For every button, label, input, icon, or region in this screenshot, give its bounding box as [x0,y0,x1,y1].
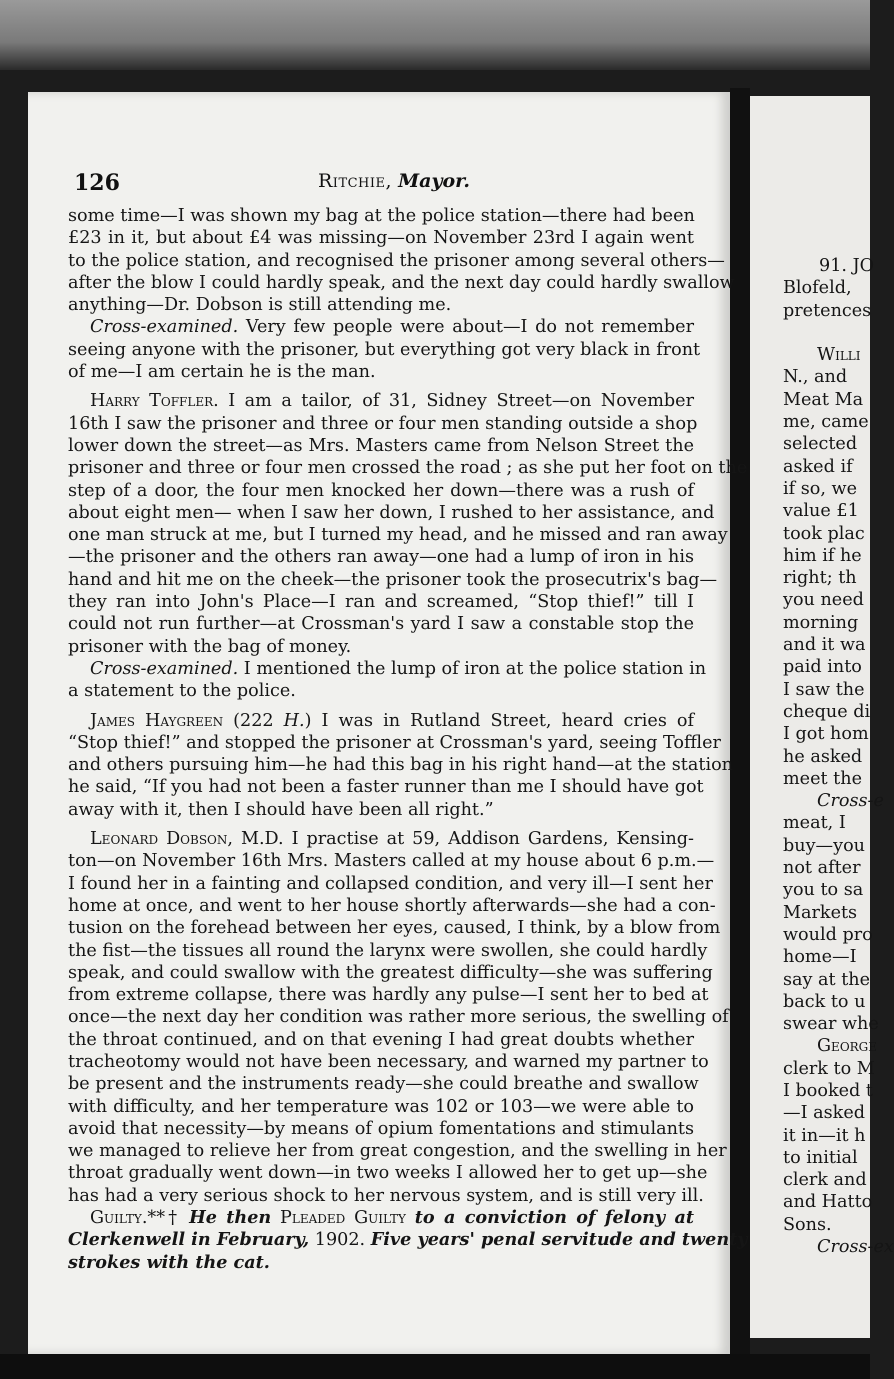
text-run: once—the next day her condition was rather more serious, the swelling of [68,1007,729,1028]
text-line [68,1185,704,1207]
text-run: ) I was in Rutland Street, heard cries of [304,710,694,731]
text-run: home at once, and went to her house shortly afterwards—she had a con- [68,895,716,916]
text-run: H. [283,710,305,731]
partial-text-line: if so, we [783,478,858,499]
partial-text-line: buy—you [783,835,865,856]
text-run: M.D. I practise at 59, Addison Gardens, Kensing- [232,829,695,850]
partial-text-line: 91. JO [819,256,875,276]
partial-text-line: George [817,1036,878,1057]
text-line [68,1051,709,1073]
text-run: I found her in a fainting and collapsed condition, and very ill—I sent her [68,873,713,894]
book-edge-top [0,0,870,70]
text-run: about eight men— when I saw her down, I rushed to her assistance, and [68,502,715,523]
partial-text-line: Cross-e [817,791,884,812]
text-line [68,940,708,962]
text-line [68,895,716,917]
text-run: Guilty.**† [90,1208,181,1229]
text-run: we managed to relieve her from great congestion, and the swelling in her [68,1141,727,1162]
text-run: ton—on November 16th Mrs. Masters called at my house about 6 p.m.— [68,851,715,872]
text-run: throat gradually went down—in two weeks I allowed her to get up—she [68,1163,708,1184]
partial-text-line: cheque di [783,701,871,722]
text-line [68,1073,699,1095]
text-line [68,1006,729,1028]
text-line [68,1207,694,1229]
text-line [68,546,694,568]
text-run [406,1208,415,1228]
text-line [68,828,694,850]
text-line [68,710,694,732]
text-line [68,250,725,272]
text-line [68,1118,694,1140]
partial-text-line: it in—it h [783,1125,866,1146]
text-line [68,294,694,316]
partial-text-line: —I asked [783,1103,865,1124]
text-line [68,227,694,249]
text-run: Harry Toffler. [90,391,219,412]
text-run: Leonard Dobson, [90,829,233,850]
text-run: a statement to the police. [68,681,296,702]
text-run: strokes with the cat. [68,1251,270,1273]
partial-text-line: you need [783,590,864,611]
text-run: has had a very serious shock to her nervous system, and is still very ill. [68,1185,704,1206]
text-line [68,636,694,658]
text-run: 16th I saw the prisoner and three or four men standing outside a shop [68,413,698,434]
text-run: Cross-examined. [90,658,239,679]
text-line [68,390,694,412]
page-number: 126 [74,170,120,196]
text-run: one man struck at me, but I turned my head, and he missed and ran away [68,525,728,546]
partial-text-line: Cross-ex [817,1237,894,1258]
partial-text-line [783,322,873,344]
text-run: tracheotomy would not have been necessary, and warned my partner to [68,1051,709,1072]
text-line [68,1029,694,1051]
left-page-text [68,205,748,1274]
partial-text-line: Blofeld, [783,278,852,299]
partial-text-line: Meat Ma [783,389,864,410]
text-line [68,1252,694,1274]
text-line [68,435,694,457]
text-run: they ran into John's Place—I ran and screamed, “Stop thief!” till I [68,592,694,613]
text-run: away with it, then I should have been all right.” [68,799,494,820]
partial-text-line: clerk to M [783,1058,875,1079]
text-run: step of a door, the four men knocked her down—there was a rush of [68,480,694,501]
partial-text-line: he asked [783,746,863,767]
text-run: be present and the instruments ready—she could breathe and swallow [68,1074,699,1095]
text-run: could not run further—at Crossman's yard I saw a constable stop the [68,614,694,635]
text-run: and others pursuing him—he had this bag in his right hand—at the station [68,755,733,776]
text-line [68,205,694,227]
text-run: with difficulty, and her temperature was 102 or 103—we were able to [68,1096,694,1117]
partial-text-line: meat, I [783,813,846,834]
paragraph-gap [68,821,694,828]
text-line [68,413,698,435]
text-line [68,613,694,635]
text-run [180,1208,189,1228]
partial-text-line: meet the [783,768,862,789]
partial-text-line: selected [783,434,858,455]
text-line [68,1162,708,1184]
text-line [68,502,715,524]
text-run: £23 in it, but about £4 was missing—on November 23rd I again went [68,228,694,249]
text-run: to the police station, and recognised the prisoner among several others— [68,250,725,271]
book-edge-bottom [0,1354,870,1379]
text-line [68,480,694,502]
text-run: avoid that necessity—by means of opium fomentations and stimulants [68,1118,694,1139]
text-line [68,524,728,546]
partial-text-line: to initial [783,1147,858,1168]
text-line [68,754,733,776]
text-run: I am a tailor, of 31, Sidney Street—on November [218,391,694,412]
text-line [68,799,694,821]
text-line [68,339,701,361]
text-line [68,591,694,613]
text-run: after the blow I could hardly speak, and the next day could hardly swallow [68,272,735,293]
text-run: Cross-examined. [90,317,239,338]
partial-text-line: right; th [783,568,857,589]
text-run: Pleaded Guilty [280,1208,406,1229]
text-run: James Haygreen [90,710,224,731]
text-line [68,361,694,383]
partial-text-line: home—I [783,947,857,968]
paragraph-gap [68,383,694,390]
partial-text-line: I booked t [783,1080,873,1101]
partial-text-line: back to u [783,991,866,1012]
text-run: “Stop thief!” and stopped the prisoner at Crossman's yard, seeing Toffler [68,732,721,753]
text-run: to a conviction of felony at [414,1207,695,1229]
text-line [68,680,694,702]
partial-text-line: morning [783,612,859,633]
text-run: seeing anyone with the prisoner, but everything got very black in front [68,339,701,360]
partial-text-line: paid into [783,657,862,678]
text-line [68,1140,727,1162]
partial-text-line: pretences [783,300,872,321]
partial-text-line: and Hatto [783,1192,873,1213]
text-run: hand and hit me on the cheek—the prisoner took the prosecutrix's bag— [68,569,718,590]
text-line [68,569,718,591]
text-line [68,316,694,338]
text-run: the throat continued, and on that evening I had great doubts whether [68,1029,694,1050]
running-head-name: Ritchie, [318,170,393,192]
text-line [68,732,721,754]
partial-text-line: say at the [783,969,871,990]
text-run: prisoner and three or four men crossed the road ; as she put her foot on the [68,458,748,479]
partial-text-line: N., and [783,367,848,388]
partial-text-line: not after [783,858,861,879]
text-run: of me—I am certain he is the man. [68,362,376,383]
text-run: speak, and could swallow with the greatest difficulty—she was suffering [68,962,713,983]
text-run: tusion on the forehead between her eyes, caused, I think, by a blow from [68,918,721,939]
text-run: the fist—the tissues all round the larynx were swollen, she could hardly [68,940,708,961]
partial-text-line: Markets [783,902,858,923]
running-head [318,170,470,192]
text-line [68,272,735,294]
text-run: I mentioned the lump of iron at the police station in [238,658,707,679]
text-run: lower down the street—as Mrs. Masters came from Nelson Street the [68,435,694,456]
partial-text-line: took plac [783,523,865,544]
partial-text-line: you to sa [783,880,864,901]
partial-text-line: clerk and [783,1170,867,1191]
text-run: (222 [223,710,284,731]
partial-text-line: Sons. [783,1214,832,1235]
text-line [68,873,713,895]
partial-text-line: I saw the [783,679,865,700]
text-run: anything—Dr. Dobson is still attending me. [68,295,452,316]
text-line [68,1229,748,1251]
text-run: he said, “If you had not been a faster runner than me I should have got [68,777,704,798]
text-run [271,1208,280,1228]
text-run: —the prisoner and the others ran away—one had a lump of iron in his [68,547,694,568]
text-line [68,984,709,1006]
partial-text-line: Willi [817,345,861,366]
text-line [68,658,707,680]
right-page-text [783,255,894,1258]
text-line [68,962,713,984]
text-line [68,850,715,872]
text-run: 1902. [309,1230,371,1251]
text-line [68,917,721,939]
partial-text-line: value £1 [783,501,859,522]
partial-text-line: and it wa [783,635,866,656]
text-run: Clerkenwell in February, [68,1229,310,1251]
text-line [68,1096,694,1118]
partial-text-line: him if he [783,545,862,566]
text-run: prisoner with the bag of money. [68,636,352,657]
partial-text-line: I got hom [783,724,869,745]
text-run: He then [189,1207,272,1229]
partial-text-line: me, came [783,412,869,433]
text-run: some time—I was shown my bag at the police station—there had been [68,206,695,226]
text-run: Five years' penal servitude and twenty [370,1229,748,1251]
partial-text-line: would pro [783,924,873,945]
partial-text-line: swear whe [783,1014,879,1035]
text-run: Very few people were about—I do not remember [238,317,694,338]
partial-text-line: asked if [783,456,853,477]
text-run: from extreme collapse, there was hardly any pulse—I sent her to bed at [68,985,709,1006]
paragraph-gap [68,703,694,710]
running-head-title: Mayor. [398,170,471,192]
text-line [68,776,704,798]
text-line [68,457,748,479]
